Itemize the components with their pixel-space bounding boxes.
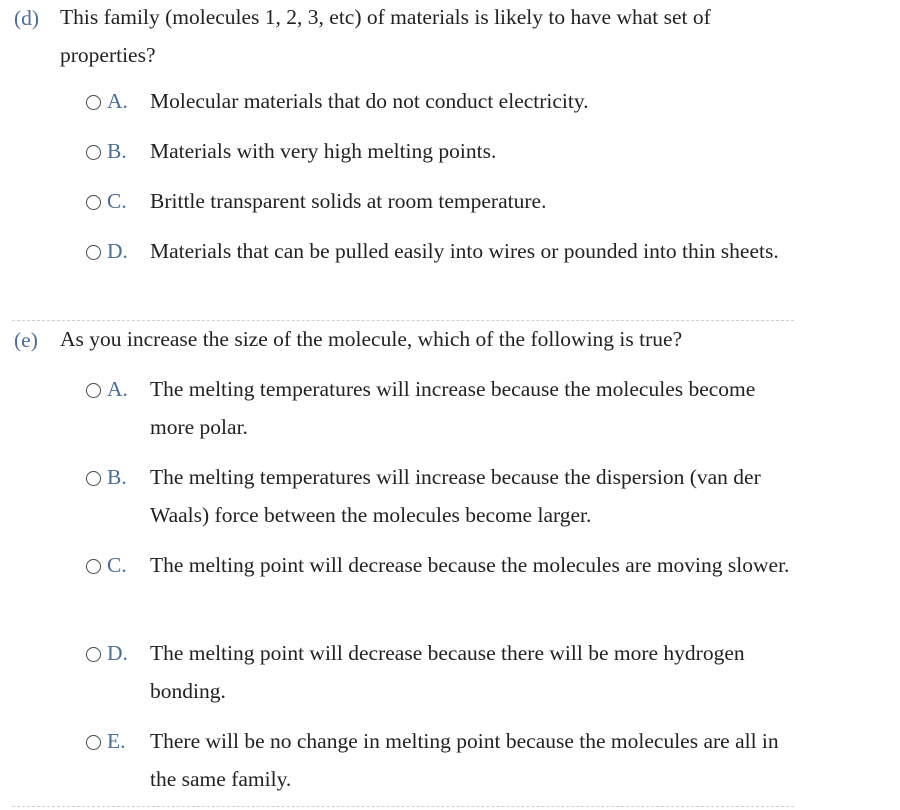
option-letter: C. — [107, 189, 127, 213]
option-text: The melting point will decrease because there will be more hydrogen bonding. — [150, 641, 745, 703]
question-d-prompt: This family (molecules 1, 2, 3, etc) of materials is likely to have what set of properties? — [60, 5, 711, 67]
question-d-label: (d) — [14, 6, 40, 30]
option-letter: D. — [107, 641, 128, 665]
question-e-prompt: As you increase the size of the molecule, which of the following is true? — [60, 327, 683, 351]
radio-button-icon[interactable] — [86, 471, 101, 486]
option-letter: B. — [107, 465, 127, 489]
question-e-label: (e) — [14, 328, 38, 352]
radio-button-icon[interactable] — [86, 195, 101, 210]
option-letter: C. — [107, 553, 127, 577]
radio-button-icon[interactable] — [86, 735, 101, 750]
option-letter: B. — [107, 139, 127, 163]
radio-button-icon[interactable] — [86, 647, 101, 662]
option-text: The melting point will decrease because the molecules are moving slower. — [150, 553, 790, 577]
option-text: There will be no change in melting point because the molecules are all in the same family. — [150, 729, 779, 791]
option-letter: A. — [107, 377, 128, 401]
radio-button-icon[interactable] — [86, 145, 101, 160]
option-text: The melting temperatures will increase because the dispersion (van der Waals) force between the molecules become larger. — [150, 465, 761, 527]
option-text: The melting temperatures will increase because the molecules become more polar. — [150, 377, 756, 439]
option-letter: D. — [107, 239, 128, 263]
radio-button-icon[interactable] — [86, 95, 101, 110]
option-text: Molecular materials that do not conduct electricity. — [150, 89, 589, 113]
section-divider — [12, 806, 794, 807]
option-text: Materials that can be pulled easily into wires or pounded into thin sheets. — [150, 239, 779, 263]
option-text: Materials with very high melting points. — [150, 139, 497, 163]
radio-button-icon[interactable] — [86, 383, 101, 398]
radio-button-icon[interactable] — [86, 245, 101, 260]
radio-button-icon[interactable] — [86, 559, 101, 574]
option-letter: A. — [107, 89, 128, 113]
option-text: Brittle transparent solids at room temperature. — [150, 189, 547, 213]
option-letter: E. — [107, 729, 126, 753]
